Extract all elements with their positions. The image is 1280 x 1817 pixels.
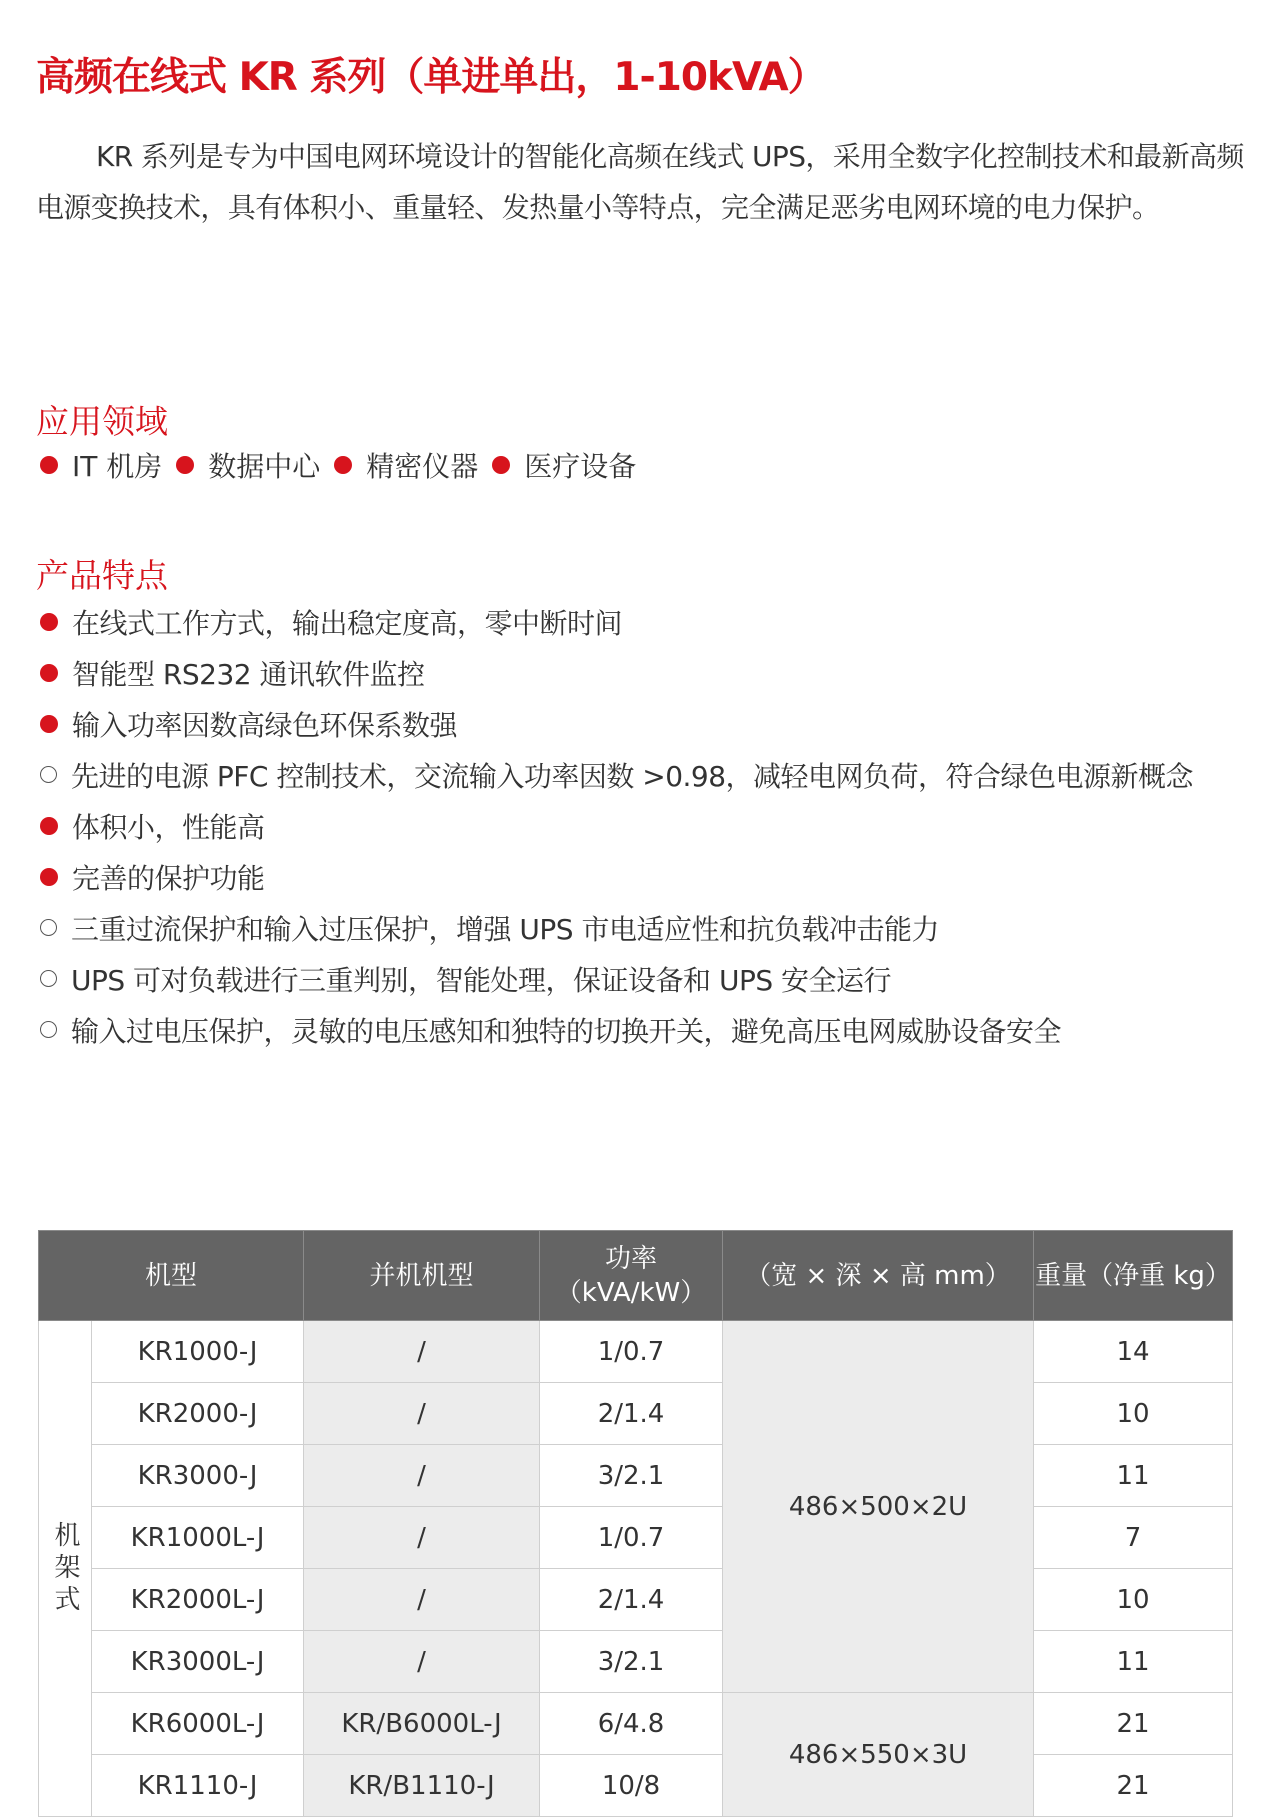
power-cell: 2/1.4 <box>540 1383 723 1445</box>
power-cell: 1/0.7 <box>540 1507 723 1569</box>
model-cell: KR2000-J <box>92 1383 304 1445</box>
bullet-dot-icon <box>176 456 194 474</box>
header-weight: 重量（净重 kg） <box>1034 1231 1233 1321</box>
bullet-dot-icon <box>492 456 510 474</box>
table-row <box>39 1631 1233 1693</box>
feature-item <box>40 596 1193 647</box>
page-title: 高频在线式 KR 系列（单进单出，1-10kVA） <box>36 55 826 100</box>
table-row <box>39 1693 1233 1755</box>
model-cell: KR2000L-J <box>92 1569 304 1631</box>
model-cell: KR3000L-J <box>92 1631 304 1693</box>
feature-text: 智能型 RS232 通讯软件监控 <box>72 657 425 691</box>
parallel-cell: / <box>304 1321 540 1383</box>
feature-text: UPS 可对负载进行三重判别，智能处理，保证设备和 UPS 安全运行 <box>71 963 892 997</box>
features-heading: 产品特点 <box>36 556 168 595</box>
table-row <box>39 1755 1233 1817</box>
feature-text: 输入过电压保护，灵敏的电压感知和独特的切换开关，避免高压电网威胁设备安全 <box>71 1014 1062 1048</box>
spec-table <box>38 1230 1233 1817</box>
weight-cell: 10 <box>1034 1569 1233 1631</box>
application-item: 数据中心 <box>176 445 320 485</box>
table-row <box>39 1445 1233 1507</box>
parallel-cell: KR/B6000L-J <box>304 1693 540 1755</box>
parallel-cell: / <box>304 1569 540 1631</box>
power-cell: 2/1.4 <box>540 1569 723 1631</box>
power-cell: 10/8 <box>540 1755 723 1817</box>
parallel-cell: / <box>304 1445 540 1507</box>
model-cell: KR3000-J <box>92 1445 304 1507</box>
features-list <box>40 596 1193 1055</box>
feature-item <box>40 902 1193 953</box>
parallel-cell: / <box>304 1631 540 1693</box>
bullet-dot-icon <box>40 613 58 631</box>
weight-cell: 21 <box>1034 1693 1233 1755</box>
dims-cell: 486×550×3U <box>723 1693 1034 1817</box>
feature-item <box>40 851 1193 902</box>
bullet-dot-icon <box>40 868 58 886</box>
table-row <box>39 1569 1233 1631</box>
bullet-circle-icon <box>40 970 57 987</box>
application-item: 医疗设备 <box>492 445 636 485</box>
header-parallel: 并机机型 <box>304 1231 540 1321</box>
table-header-row <box>39 1231 1233 1321</box>
weight-cell: 7 <box>1034 1507 1233 1569</box>
intro-paragraph: KR 系列是专为中国电网环境设计的智能化高频在线式 UPS，采用全数字化控制技术和最新高频电源变换技术，具有体积小、重量轻、发热量小等特点，完全满足恶劣电网环境的电力保护。 <box>36 140 1244 224</box>
table-row <box>39 1507 1233 1569</box>
power-cell: 3/2.1 <box>540 1631 723 1693</box>
model-cell: KR1000-J <box>92 1321 304 1383</box>
feature-text: 体积小，性能高 <box>72 810 265 844</box>
model-cell: KR6000L-J <box>92 1693 304 1755</box>
feature-text: 三重过流保护和输入过压保护，增强 UPS 市电适应性和抗负载冲击能力 <box>71 912 939 946</box>
applications-heading: 应用领域 <box>36 402 168 441</box>
application-item: IT 机房 <box>40 445 162 485</box>
feature-item <box>40 749 1193 800</box>
power-cell: 3/2.1 <box>540 1445 723 1507</box>
bullet-dot-icon <box>40 817 58 835</box>
bullet-dot-icon <box>40 715 58 733</box>
parallel-cell: / <box>304 1507 540 1569</box>
feature-text: 先进的电源 PFC 控制技术，交流输入功率因数 >0.98，减轻电网负荷，符合绿色电源新概念 <box>71 759 1194 793</box>
bullet-circle-icon <box>40 1021 57 1038</box>
model-cell: KR1110-J <box>92 1755 304 1817</box>
application-item: 精密仪器 <box>334 445 478 485</box>
header-power: 功率 （kVA/kW） <box>540 1231 723 1321</box>
weight-cell: 11 <box>1034 1631 1233 1693</box>
bullet-dot-icon <box>40 456 58 474</box>
feature-item <box>40 800 1193 851</box>
table-row <box>39 1321 1233 1383</box>
weight-cell: 14 <box>1034 1321 1233 1383</box>
category-cell: 机架式 <box>39 1321 92 1817</box>
dims-cell: 486×500×2U <box>723 1321 1034 1693</box>
feature-item <box>40 647 1193 698</box>
feature-text: 完善的保护功能 <box>72 861 265 895</box>
table-row <box>39 1383 1233 1445</box>
model-cell: KR1000L-J <box>92 1507 304 1569</box>
bullet-circle-icon <box>40 766 57 783</box>
feature-item <box>40 698 1193 749</box>
weight-cell: 10 <box>1034 1383 1233 1445</box>
feature-item <box>40 953 1193 1004</box>
weight-cell: 21 <box>1034 1755 1233 1817</box>
feature-text: 输入功率因数高绿色环保系数强 <box>72 708 458 742</box>
bullet-dot-icon <box>40 664 58 682</box>
parallel-cell: KR/B1110-J <box>304 1755 540 1817</box>
feature-item <box>40 1004 1193 1055</box>
bullet-circle-icon <box>40 919 57 936</box>
feature-text: 在线式工作方式，输出稳定度高，零中断时间 <box>72 606 623 640</box>
bullet-dot-icon <box>334 456 352 474</box>
parallel-cell: / <box>304 1383 540 1445</box>
power-cell: 1/0.7 <box>540 1321 723 1383</box>
power-cell: 6/4.8 <box>540 1693 723 1755</box>
weight-cell: 11 <box>1034 1445 1233 1507</box>
applications-list <box>40 445 650 485</box>
header-dims: （宽 × 深 × 高 mm） <box>723 1231 1034 1321</box>
header-model: 机型 <box>39 1231 304 1321</box>
